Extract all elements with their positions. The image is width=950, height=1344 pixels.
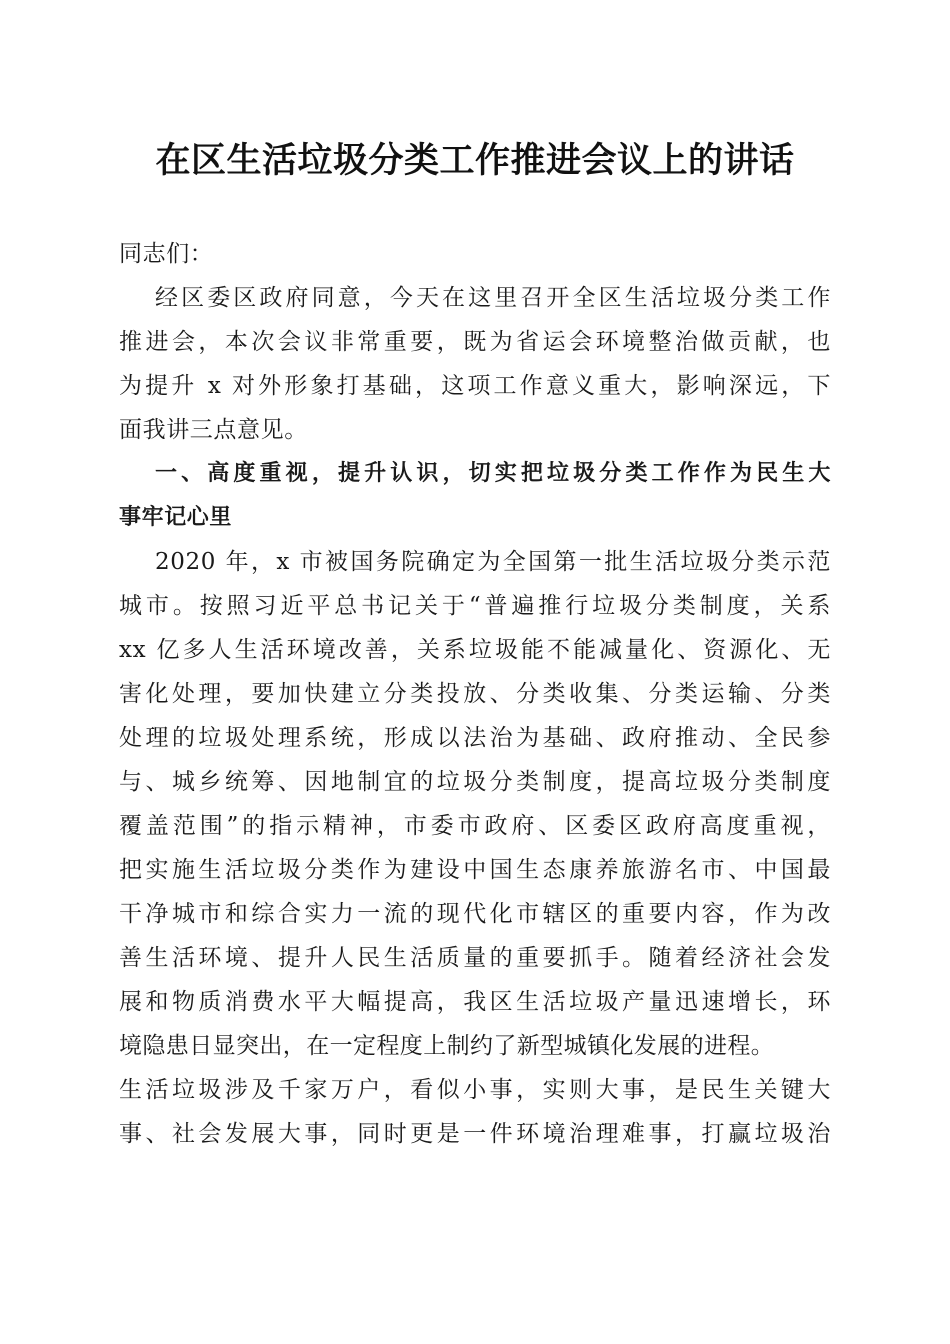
paragraph-2-line-13: 生活垃圾涉及千家万户，看似小事，实则大事，是民生关键大 <box>119 1077 831 1103</box>
paragraph-2-line-4: 害化处理，要加快建立分类投放、分类收集、分类运输、分类 <box>119 681 831 707</box>
paragraph-2-line-1: 2020 年，x 市被国务院确定为全国第一批生活垃圾分类示范 <box>155 549 831 575</box>
paragraph-2-line-11: 展和物质消费水平大幅提高，我区生活垃圾产量迅速增长，环 <box>119 989 831 1015</box>
document-title: 在区生活垃圾分类工作推进会议上的讲话 <box>155 141 795 181</box>
paragraph-2-line-2: 城市。按照习近平总书记关于“普遍推行垃圾分类制度，关系 <box>119 593 831 619</box>
paragraph-2-line-14: 事、社会发展大事，同时更是一件环境治理难事，打赢垃圾治 <box>119 1121 831 1147</box>
section-heading-line-2: 事牢记心里 <box>119 505 233 530</box>
paragraph-2-line-3: xx 亿多人生活环境改善，关系垃圾能不能减量化、资源化、无 <box>119 637 831 663</box>
paragraph-2-line-6: 与、城乡统筹、因地制宜的垃圾分类制度，提高垃圾分类制度 <box>119 769 831 795</box>
paragraph-2-line-10: 善生活环境、提升人民生活质量的重要抓手。随着经济社会发 <box>119 945 831 971</box>
paragraph-2-line-12: 境隐患日显突出，在一定程度上制约了新型城镇化发展的进程。 <box>119 1033 775 1059</box>
greeting-line: 同志们： <box>119 241 214 267</box>
paragraph-2-line-9: 干净城市和综合实力一流的现代化市辖区的重要内容，作为改 <box>119 901 831 927</box>
paragraph-2-line-5: 处理的垃圾处理系统，形成以法治为基础、政府推动、全民参 <box>119 725 831 751</box>
paragraph-1-line-4: 面我讲三点意见。 <box>119 417 308 443</box>
paragraph-1-line-1: 经区委区政府同意，今天在这里召开全区生活垃圾分类工作 <box>155 285 831 311</box>
section-heading-line-1: 一、高度重视，提升认识，切实把垃圾分类工作作为民生大 <box>155 461 831 486</box>
document-body <box>119 232 831 1156</box>
paragraph-1-line-3: 为提升 x 对外形象打基础，这项工作意义重大，影响深远，下 <box>119 373 831 399</box>
paragraph-2-line-7: 覆盖范围”的指示精神，市委市政府、区委区政府高度重视， <box>119 813 831 839</box>
paragraph-1-line-2: 推进会，本次会议非常重要，既为省运会环境整治做贡献，也 <box>119 329 831 355</box>
paragraph-2-line-8: 把实施生活垃圾分类作为建设中国生态康养旅游名市、中国最 <box>119 857 831 883</box>
